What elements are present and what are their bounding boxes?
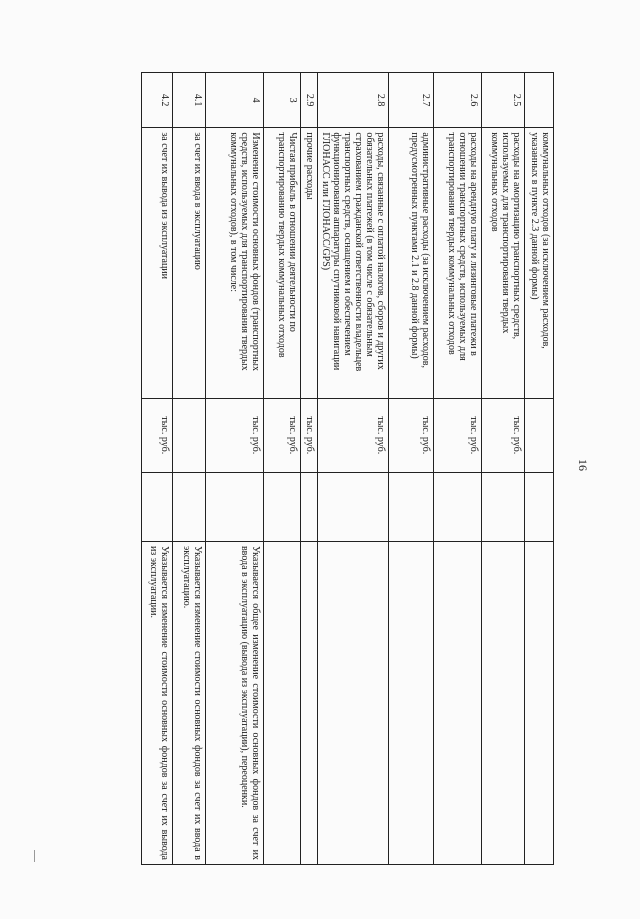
table-row [206, 73, 264, 865]
table-row [389, 73, 434, 865]
row-number: 2.6 [434, 73, 482, 128]
row-unit [525, 399, 554, 472]
row-value [301, 472, 318, 541]
row-note: Указывается изменение стоимости основных фондов за счет их вывода из эксплуатации. [142, 541, 173, 864]
row-number: 4.2 [142, 73, 173, 128]
row-number: 2.5 [482, 73, 525, 128]
row-unit: тыс. руб. [482, 399, 525, 472]
scan-artifact [34, 850, 35, 862]
row-number: 2.7 [389, 73, 434, 128]
row-unit: тыс. руб. [264, 399, 301, 472]
row-description: прочие расходы [301, 128, 318, 399]
row-unit: тыс. руб. [301, 399, 318, 472]
row-value [525, 472, 554, 541]
row-unit: тыс. руб. [206, 399, 264, 472]
table-row [318, 73, 389, 865]
row-unit: тыс. руб. [434, 399, 482, 472]
row-value [142, 472, 173, 541]
row-note [525, 541, 554, 864]
row-description: расходы на арендную плату и лизинговые платежи в отношении транспортных средств, используемых для транспортирования твердых коммунальных отходов [434, 128, 482, 399]
row-note [482, 541, 525, 864]
table-row [173, 73, 206, 865]
form-table [141, 72, 554, 865]
row-value [264, 472, 301, 541]
page-number: 16 [576, 459, 590, 471]
row-number: 2.9 [301, 73, 318, 128]
row-note [318, 541, 389, 864]
row-unit: тыс. руб. [318, 399, 389, 472]
row-unit: тыс. руб. [142, 399, 173, 472]
table-row [525, 73, 554, 865]
row-note: Указывается общее изменение стоимости основных фондов за счет их ввода в эксплуатацию (вывода из эксплуатации), переоценки. [206, 541, 264, 864]
table-row [301, 73, 318, 865]
row-description: коммунальных отходов (за исключением расходов, указанных в пункте 2.3 данной формы) [525, 128, 554, 399]
row-description: расходы на амортизацию транспортных средств, используемых для транспортирования твердых коммунальных отходов [482, 128, 525, 399]
row-note [301, 541, 318, 864]
row-note [264, 541, 301, 864]
row-number: 3 [264, 73, 301, 128]
row-value [173, 472, 206, 541]
row-value [434, 472, 482, 541]
table-row [434, 73, 482, 865]
table-row [482, 73, 525, 865]
rotated-document [74, 72, 554, 865]
row-value [389, 472, 434, 541]
row-unit [173, 399, 206, 472]
row-note [389, 541, 434, 864]
table-row [142, 73, 173, 865]
row-value [206, 472, 264, 541]
row-note: Указывается изменение стоимости основных фондов за счет их ввода в эксплуатацию. [173, 541, 206, 864]
row-number: 4.1 [173, 73, 206, 128]
row-description: административные расходы (за исключением расходов, предусмотренных пунктами 2.1 и 2.8 данной формы) [389, 128, 434, 399]
row-number [525, 73, 554, 128]
row-description: за счет их вывода из эксплуатации [142, 128, 173, 399]
row-number: 4 [206, 73, 264, 128]
row-number: 2.8 [318, 73, 389, 128]
row-note [434, 541, 482, 864]
row-description: Чистая прибыль в отношении деятельности по транспортированию твердых коммунальных отходов [264, 128, 301, 399]
row-value [318, 472, 389, 541]
row-description: за счет их ввода в эксплуатацию [173, 128, 206, 399]
row-description: Изменение стоимости основных фондов (транспортных средств, используемых для транспортирования твердых коммунальных отходов), в том числе: [206, 128, 264, 399]
row-description: расходы, связанные с оплатой налогов, сборов и других обязательных платежей (в том числе с обязательным страхованием гражданской ответственности владельцев транспортных средств, оснащением и обеспечением функционирования аппаратуры спутниковой навигации ГЛОНАСС или ГЛОНАСС/GPS) [318, 128, 389, 399]
row-unit: тыс. руб. [389, 399, 434, 472]
row-value [482, 472, 525, 541]
table-row [264, 73, 301, 865]
